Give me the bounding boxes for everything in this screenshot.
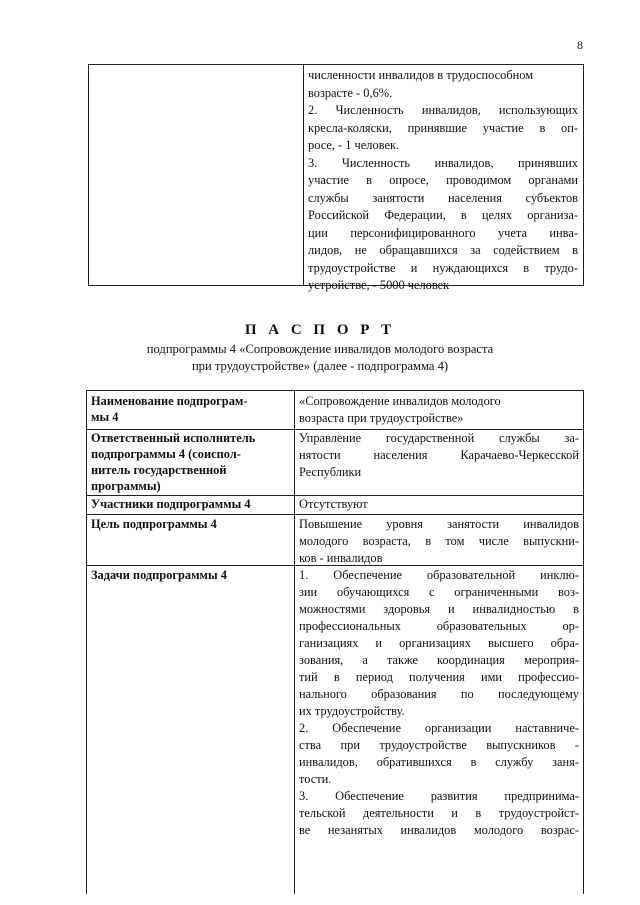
row-value-goal: [299, 516, 579, 567]
value-line: можностями здоровья и инвалидностью в: [299, 602, 579, 616]
value-line: «Сопровождение инвалидов молодого: [299, 394, 501, 408]
value-line: тости.: [299, 772, 332, 786]
label-line: подпрограммы 4 (соиспол-: [91, 447, 241, 461]
text-line: численности инвалидов в трудоспособном: [308, 68, 534, 82]
text-line: Российской Федерации, в целях организа-: [308, 208, 578, 222]
value-line: инвалидов, обратившихся в службу заня-: [299, 755, 579, 769]
subtitle-line: при трудоустройстве» (далее - подпрограмма 4): [191, 359, 449, 373]
row-label-participants: [91, 496, 291, 512]
text-line: возрасте - 0,6%.: [308, 85, 393, 100]
table-row-divider: [87, 514, 583, 515]
text-line: росе, - 1 человек.: [308, 138, 400, 152]
row-value-tasks: [299, 567, 579, 839]
label-line: мы 4: [91, 410, 119, 424]
value-line: Республики: [299, 465, 362, 479]
table-column-divider: [294, 391, 295, 894]
row-label-responsible: [91, 430, 291, 494]
label-line: нитель государственной: [91, 463, 227, 477]
value-line: ганизациях и организациях высшего обра-: [299, 636, 579, 650]
text-line: ции персонифицированного учета инва-: [308, 225, 578, 240]
text-line: участие в опросе, проводимом органами: [308, 173, 578, 187]
text-line: службы занятости населения субъектов: [308, 190, 578, 205]
value-line: нятости населения Карачаево-Черкесской: [299, 448, 579, 462]
value-line: профессиональных образовательных ор-: [299, 619, 579, 633]
passport-title: П А С П О Р Т: [244, 322, 396, 338]
value-line: зования, а также координация мероприя-: [299, 653, 579, 667]
label-line: программы): [91, 479, 161, 493]
value-line: ков - инвалидов: [299, 551, 383, 565]
row-label-name: [91, 393, 291, 425]
value-line: тельской деятельности и в трудоустройст-: [299, 806, 579, 820]
label-line: Участники подпрограммы 4: [91, 497, 251, 511]
table-column-divider: [303, 65, 304, 285]
value-line: Отсутствуют: [299, 497, 368, 511]
label-line: Задачи подпрограммы 4: [91, 568, 227, 582]
row-label-goal: [91, 516, 291, 532]
text-line: кресла-коляски, принявшие участие в оп-: [308, 120, 578, 135]
text-line: устройстве, - 5000 человек: [308, 278, 450, 292]
value-line: тий в период получения ими профессио-: [299, 670, 579, 684]
continuation-table-right-cell: [308, 67, 578, 295]
subtitle-line: подпрограммы 4 «Сопровождение инвалидов молодого возраста: [146, 342, 494, 356]
value-line: возраста при трудоустройстве»: [299, 411, 464, 425]
passport-table: [86, 390, 584, 894]
row-value-name: [299, 393, 579, 427]
continuation-table: [88, 64, 584, 292]
text-line: 2. Численность инвалидов, использующих: [308, 103, 578, 117]
value-line: Повышение уровня занятости инвалидов: [299, 517, 579, 531]
text-line: 3. Численность инвалидов, принявших: [308, 155, 578, 170]
passport-subtitle: [0, 341, 640, 375]
label-line: Цель подпрограммы 4: [91, 517, 217, 531]
value-line: 2. Обеспечение организации наставниче-: [299, 721, 579, 735]
value-line: нального образования по последующему: [299, 687, 579, 701]
value-line: 3. Обеспечение развития предпринима-: [299, 789, 579, 803]
text-line: лидов, не обращавшихся за содействием в: [308, 243, 578, 257]
value-line: их трудоустройству.: [299, 704, 405, 718]
value-line: ве незанятых инвалидов молодого возрас-: [299, 823, 579, 837]
value-line: Управление государственной службы за-: [299, 431, 579, 445]
page-number: 8: [577, 38, 583, 52]
text-line: трудоустройстве и нуждающихся в трудо-: [308, 260, 578, 275]
value-line: зии обучающихся с ограниченными воз-: [299, 585, 579, 599]
value-line: молодого возраста, в том числе выпускни-: [299, 534, 579, 548]
value-line: ства при трудоустройстве выпускников -: [299, 738, 579, 752]
row-label-tasks: [91, 567, 291, 583]
label-line: Ответственный исполнитель: [91, 431, 256, 445]
row-value-responsible: [299, 430, 579, 481]
label-line: Наименование подпрограм-: [91, 394, 248, 408]
row-value-participants: [299, 496, 579, 513]
value-line: 1. Обеспечение образовательной инклю-: [299, 568, 579, 582]
